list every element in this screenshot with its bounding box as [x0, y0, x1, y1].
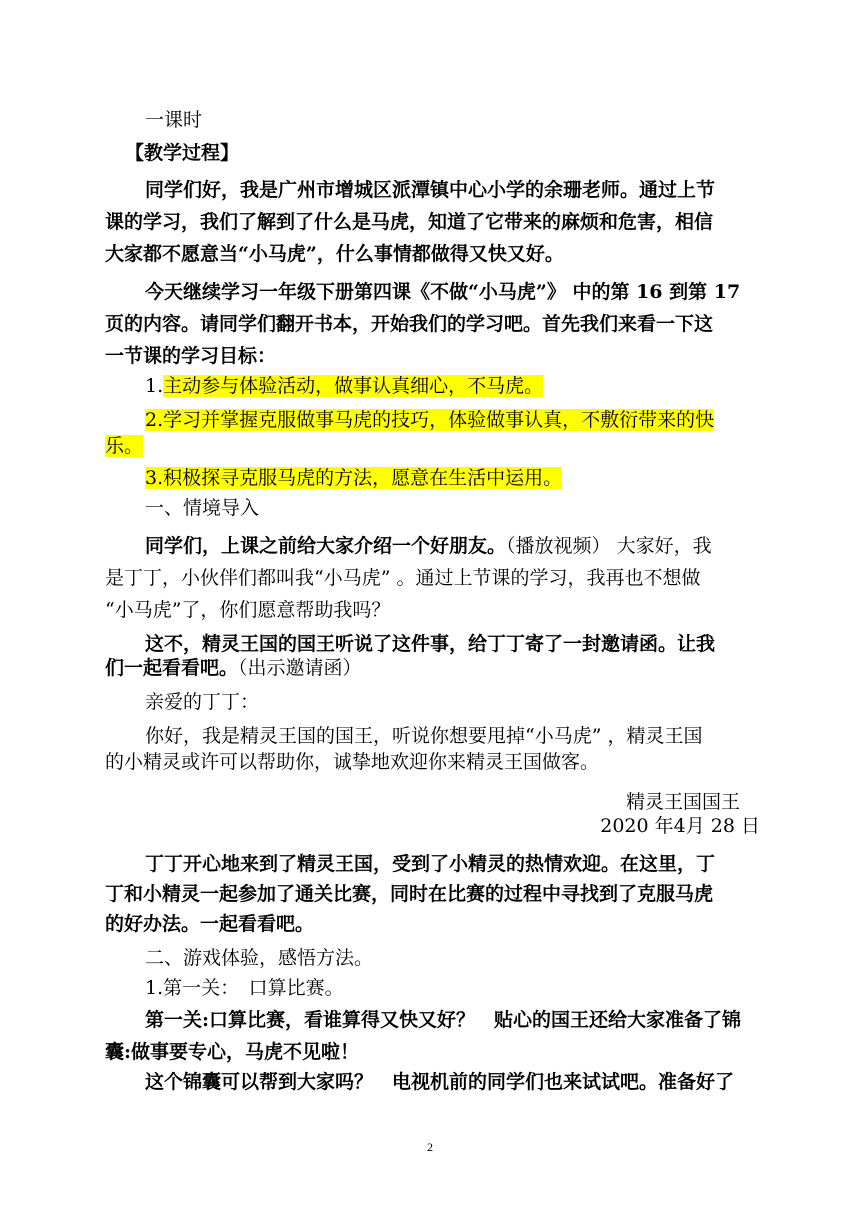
bold-text: 同学们，上课之前给大家介绍一个好朋友。 [145, 535, 507, 557]
bold-text: 这不，精灵王国的国王听说了这件事，给丁丁寄了一封邀请函。让我 [145, 633, 716, 655]
plain-text: 大家好，我 [610, 535, 712, 557]
letter-date: 2020 年4月 28 日 [600, 815, 760, 837]
paragraph-line [105, 654, 760, 682]
goal-item-2 [145, 406, 800, 434]
highlighted-text: 主动参与体验活动，做事认真细心，不马虎。 [163, 375, 544, 397]
stage-note: （播放视频） [506, 535, 611, 557]
highlighted-text: 3.积极探寻克服马虎的方法，愿意在生活中运用。 [145, 467, 563, 489]
paragraph-line: 丁和小精灵一起参加了通关比赛，同时在比赛的过程中寻找到了克服马虎 [105, 883, 714, 905]
stage-note: （出示邀请函） [238, 657, 362, 679]
subsection-heading-level-1: 1.第一关： 口算比赛。 [145, 977, 344, 999]
letter-body-line: 的小精灵或许可以帮助你，诚挚地欢迎你来精灵王国做客。 [105, 751, 600, 773]
lesson-period: 一课时 [145, 109, 203, 131]
paragraph-line: 囊:做事要专心，马虎不见啦！ [105, 1041, 360, 1063]
paragraph-line: 今天继续学习一年级下册第四课《不做“小马虎”》 中的第 16 到第 17 [145, 281, 741, 303]
paragraph-line: 的好办法。一起看看吧。 [105, 913, 315, 935]
paragraph-line: 这个锦囊可以帮到大家吗？ 电视机前的同学们也来试试吧。准备好了 [145, 1071, 735, 1093]
letter-salutation: 亲爱的丁丁： [145, 691, 260, 713]
section-heading-teaching-process: 【教学过程】 [125, 142, 240, 164]
letter-body-line: 你好，我是精灵王国的国王，听说你想要甩掉“小马虎” ，精灵王国 [145, 725, 703, 747]
paragraph-line: 第一关:口算比赛，看谁算得又快又好？ 贴心的国王还给大家准备了锦 [145, 1009, 742, 1031]
page-number: 2 [427, 1140, 433, 1154]
goal-item-2-cont [105, 432, 760, 460]
highlighted-text: 2.学习并掌握克服做事马虎的技巧，体验做事认真，不敷衍带来的快 [145, 409, 715, 431]
letter-signature: 精灵王国国王 [625, 791, 740, 813]
highlighted-text: 乐。 [105, 435, 144, 457]
paragraph-line: 课的学习，我们了解到了什么是马虎，知道了它带来的麻烦和危害，相信 [105, 211, 714, 233]
paragraph-line: “小马虎”了，你们愿意帮助我吗？ [105, 599, 391, 621]
section-heading-intro: 一、情境导入 [145, 497, 260, 519]
paragraph-line: 同学们好，我是广州市增城区派潭镇中心小学的余珊老师。通过上节 [145, 179, 716, 201]
paragraph-line: 一节课的学习目标： [105, 345, 277, 367]
goal-item-3 [145, 464, 800, 492]
bold-text: 们一起看看吧。 [105, 657, 239, 679]
section-heading-game: 二、游戏体验，感悟方法。 [145, 947, 374, 969]
goal-item-1 [145, 372, 800, 400]
goal-number: 1. [145, 375, 164, 397]
paragraph-line: 页的内容。请同学们翻开书本，开始我们的学习吧。首先我们来看一下这 [105, 313, 714, 335]
paragraph-line [145, 532, 800, 560]
paragraph-line: 丁丁开心地来到了精灵王国，受到了小精灵的热情欢迎。在这里，丁 [145, 853, 716, 875]
paragraph-line: 大家都不愿意当“小马虎”，什么事情都做得又快又好。 [105, 243, 564, 265]
paragraph-line: 是丁丁，小伙伴们都叫我“小马虎” 。通过上节课的学习，我再也不想做 [105, 567, 701, 589]
